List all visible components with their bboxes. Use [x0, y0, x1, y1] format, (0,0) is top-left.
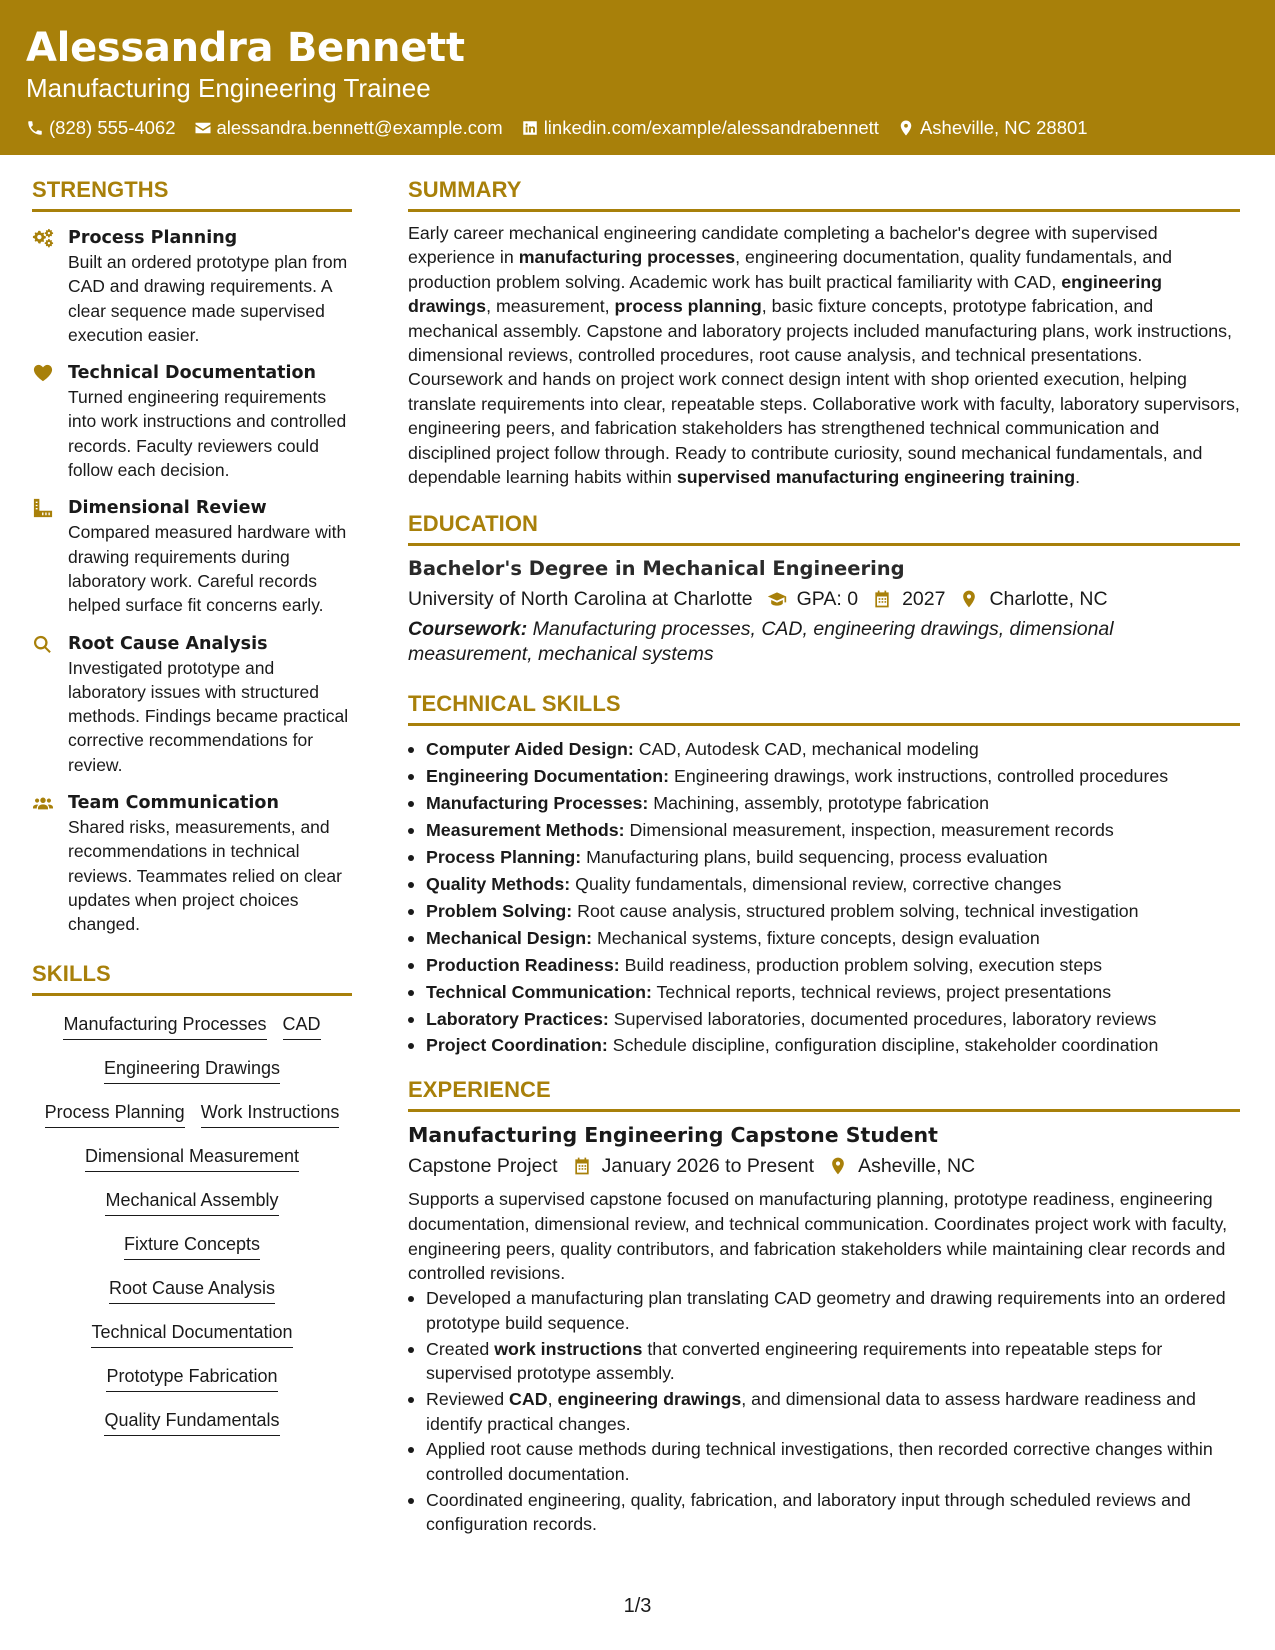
- list-item: [408, 871, 1240, 898]
- linkedin-icon: [521, 119, 539, 137]
- strength-desc: Investigated prototype and laboratory issues with structured methods. Findings became practical corrective recommendations for review.: [68, 657, 349, 775]
- skill-label: Computer Aided Design:: [426, 739, 634, 760]
- strength-item: [32, 361, 352, 482]
- bold-text: CAD: [509, 1388, 548, 1409]
- skill-tag: Manufacturing Processes: [63, 1012, 266, 1040]
- education-heading: EDUCATION: [408, 509, 1240, 546]
- phone-text: (828) 555-4062: [49, 117, 176, 138]
- skill-label: Mechanical Design:: [426, 927, 593, 948]
- skill-label: Project Coordination:: [426, 1035, 608, 1056]
- list-item: [408, 925, 1240, 952]
- skill-label: Manufacturing Processes:: [426, 793, 649, 814]
- bold-text: engineering drawings: [557, 1388, 742, 1409]
- strength-title: Process Planning: [68, 228, 238, 248]
- coursework: [408, 617, 1240, 667]
- skill-label: Quality Methods:: [426, 874, 571, 894]
- text-run: Coordinated engineering, quality, fabrication, and laboratory input through scheduled reviews and configuration records.: [426, 1489, 1191, 1535]
- degree-title: Bachelor's Degree in Mechanical Engineering: [408, 557, 905, 581]
- school-text: University of North Carolina at Charlotte: [408, 588, 753, 611]
- experience-bullets: [408, 1286, 1240, 1537]
- gears-icon: [32, 228, 54, 248]
- list-item: [408, 790, 1240, 817]
- skill-tag: Quality Fundamentals: [104, 1408, 279, 1436]
- list-item: [408, 1337, 1240, 1386]
- skill-value: Root cause analysis, structured problem solving, technical investigation: [572, 900, 1139, 921]
- list-item: [408, 952, 1240, 979]
- candidate-name: Alessandra Bennett: [26, 25, 465, 71]
- strength-desc: Built an ordered prototype plan from CAD and drawing requirements. A clear sequence made supervised execution easier.: [68, 252, 348, 345]
- gpa-text: GPA: 0: [796, 588, 859, 611]
- skill-label: Technical Communication:: [426, 981, 652, 1002]
- skill-tag: Dimensional Measurement: [85, 1144, 299, 1172]
- skill-tag: Engineering Drawings: [104, 1056, 280, 1084]
- text-run: .: [1075, 467, 1081, 488]
- education-location: [959, 585, 1107, 613]
- page-number: 1/3: [623, 1595, 652, 1617]
- text-run: Reviewed: [426, 1388, 510, 1409]
- strength-desc: Shared risks, measurements, and recommendations in technical reviews. Teammates relied on clear updates when project choices changed.: [68, 817, 342, 935]
- skill-value: Machining, assembly, prototype fabrication: [648, 793, 989, 814]
- skill-tags: [32, 1012, 352, 1436]
- skill-tag: Mechanical Assembly: [105, 1188, 278, 1216]
- technical-skills-section: [408, 689, 1240, 1059]
- coursework-label: Coursework:: [408, 618, 528, 641]
- map-marker-icon: [897, 119, 915, 137]
- search-icon: [32, 634, 54, 654]
- skill-tag: Technical Documentation: [91, 1320, 292, 1348]
- technical-skills-list: [408, 736, 1240, 1059]
- bold-text: manufacturing processes: [518, 247, 736, 268]
- skill-tag: CAD: [283, 1012, 321, 1040]
- envelope-icon: [194, 119, 212, 137]
- contact-row: [26, 116, 1249, 140]
- strength-title: Technical Documentation: [68, 363, 317, 384]
- graduation-cap-icon: [767, 589, 787, 609]
- ruler-combined-icon: [32, 498, 54, 518]
- year-text: 2027: [902, 588, 946, 611]
- skill-label: Measurement Methods:: [426, 820, 625, 841]
- graduation-year: [872, 585, 945, 613]
- list-item: [408, 979, 1240, 1006]
- role-title: Manufacturing Engineering Capstone Student: [408, 1123, 938, 1148]
- education-meta: [408, 585, 1240, 613]
- summary-text: [408, 221, 1240, 489]
- bold-text: supervised manufacturing engineering training: [676, 467, 1076, 488]
- list-item: [408, 736, 1240, 763]
- experience-heading: EXPERIENCE: [408, 1075, 1240, 1112]
- text-run: Created: [426, 1338, 495, 1359]
- heart-icon: [32, 363, 54, 383]
- text-run: that converted engineering requirements into repeatable steps for supervised prototype assembly.: [426, 1338, 1163, 1384]
- summary-heading: SUMMARY: [408, 175, 1240, 212]
- list-item: [408, 1488, 1240, 1537]
- skill-value: Dimensional measurement, inspection, measurement records: [624, 820, 1114, 841]
- skills-section: [32, 959, 352, 1436]
- education-section: [408, 509, 1240, 667]
- skill-label: Engineering Documentation:: [426, 766, 670, 787]
- bold-text: work instructions: [494, 1338, 643, 1359]
- gpa: [767, 585, 858, 613]
- users-icon: [32, 793, 54, 813]
- skill-value: Supervised laboratories, documented procedures, laboratory reviews: [608, 1008, 1157, 1029]
- text-run: , and dimensional data to assess hardware readiness and identify practical changes.: [426, 1388, 1196, 1434]
- bold-text: process planning: [614, 296, 762, 317]
- location-text: Asheville, NC: [858, 1155, 976, 1178]
- skill-value: Manufacturing plans, build sequencing, process evaluation: [581, 847, 1048, 868]
- school-name: [408, 585, 753, 613]
- linkedin-link[interactable]: linkedin.com/example/alessandrabennett: [543, 117, 879, 138]
- skill-tag: Root Cause Analysis: [109, 1276, 275, 1304]
- list-item: [408, 1387, 1240, 1436]
- strengths-heading: STRENGTHS: [32, 175, 352, 212]
- left-column: [32, 175, 352, 1436]
- strength-item: [32, 632, 352, 777]
- skill-value: CAD, Autodesk CAD, mechanical modeling: [633, 739, 979, 760]
- skill-tag: Prototype Fabrication: [106, 1364, 277, 1392]
- location-text: Charlotte, NC: [989, 588, 1108, 611]
- calendar-icon: [872, 589, 892, 609]
- calendar-icon: [572, 1156, 592, 1176]
- resume-header: [0, 0, 1275, 155]
- strength-title: Root Cause Analysis: [68, 633, 268, 654]
- strength-desc: Turned engineering requirements into work instructions and controlled records. Faculty reviewers could follow each decision.: [68, 387, 347, 481]
- location-text: Asheville, NC 28801: [919, 117, 1088, 138]
- experience-meta: [408, 1152, 1240, 1180]
- skill-value: Quality fundamentals, dimensional review, corrective changes: [570, 874, 1062, 894]
- skills-heading: SKILLS: [32, 959, 352, 996]
- contact-linkedin[interactable]: [521, 116, 879, 140]
- contact-email[interactable]: [194, 116, 503, 140]
- dates-text: January 2026 to Present: [601, 1155, 815, 1178]
- contact-location: [897, 116, 1088, 140]
- right-column: [408, 175, 1240, 1538]
- skill-tag: Fixture Concepts: [124, 1232, 260, 1260]
- strength-item: [32, 226, 352, 347]
- skill-label: Production Readiness:: [426, 954, 620, 975]
- organization: [408, 1152, 558, 1180]
- email-link[interactable]: alessandra.bennett@example.com: [216, 117, 503, 138]
- list-item: [408, 1006, 1240, 1033]
- map-marker-icon: [828, 1156, 848, 1176]
- skill-value: Schedule discipline, configuration discipline, stakeholder coordination: [607, 1035, 1159, 1056]
- strength-item: [32, 496, 352, 617]
- strength-item: [32, 791, 352, 936]
- text-run: , measurement,: [486, 296, 615, 317]
- experience-section: [408, 1075, 1240, 1537]
- list-item: [408, 817, 1240, 844]
- skill-label: Laboratory Practices:: [426, 1008, 609, 1029]
- contact-phone: [26, 116, 176, 140]
- experience-description: Supports a supervised capstone focused on manufacturing planning, prototype readiness, engineering documentation, dimensional review, and technical communication. Coordinates project work with faculty, engineering peers, quality contributors, and fabrication stakeholders while maintaining clear records and controlled revisions.: [408, 1189, 1228, 1284]
- skill-tag: Process Planning: [45, 1100, 185, 1128]
- phone-icon: [26, 119, 44, 137]
- text-run: Early career mechanical engineering candidate completing a bachelor's degree with supervised experience in: [408, 223, 1158, 268]
- technical-skills-heading: TECHNICAL SKILLS: [408, 689, 1240, 726]
- list-item: [408, 898, 1240, 925]
- skill-label: Process Planning:: [426, 847, 582, 868]
- skill-tag: Work Instructions: [201, 1100, 340, 1128]
- skill-label: Problem Solving:: [426, 900, 573, 921]
- list-item: [408, 1437, 1240, 1486]
- skill-value: Technical reports, technical reviews, project presentations: [651, 981, 1112, 1002]
- list-item: [408, 844, 1240, 871]
- experience-dates: [572, 1152, 814, 1180]
- strength-title: Dimensional Review: [68, 498, 267, 519]
- map-marker-icon: [959, 589, 979, 609]
- experience-location: [828, 1152, 975, 1180]
- skill-value: Build readiness, production problem solving, execution steps: [619, 954, 1102, 975]
- list-item: [408, 763, 1240, 790]
- text-run: Developed a manufacturing plan translating CAD geometry and drawing requirements into an ordered prototype build sequence.: [426, 1288, 1226, 1333]
- list-item: [408, 1286, 1240, 1335]
- candidate-title: Manufacturing Engineering Trainee: [26, 73, 431, 103]
- list-item: [408, 1032, 1240, 1059]
- bold-text: engineering drawings: [408, 271, 1163, 317]
- text-run: ,: [547, 1388, 558, 1409]
- text-run: , engineering documentation, quality fundamentals, and production problem solving. Academic work has built practical familiarity with CAD,: [408, 247, 1173, 292]
- coursework-text: Manufacturing processes, CAD, engineering drawings, dimensional measurement, mechanical systems: [408, 618, 1114, 666]
- text-run: , basic fixture concepts, prototype fabrication, and mechanical assembly. Capstone and laboratory projects included manufacturing plans, work instructions, dimensional reviews, controlled procedures, root cause analysis, and technical presentations. Coursework and hands on project work connect design intent with shop oriented execution, helping translate requirements into clear, repeatable steps. Collaborative work with faculty, laboratory supervisors, engineering peers, and fabrication stakeholders has strengthened technical communication and disciplined project follow through. Ready to contribute curiosity, sound mechanical fundamentals, and dependable learning habits within: [408, 296, 1240, 488]
- org-text: Capstone Project: [408, 1155, 558, 1178]
- text-run: Applied root cause methods during technical investigations, then recorded corrective changes within controlled documentation.: [426, 1439, 1213, 1485]
- skill-value: Mechanical systems, fixture concepts, design evaluation: [592, 927, 1040, 948]
- strength-desc: Compared measured hardware with drawing requirements during laboratory work. Careful records helped surface fit concerns early.: [68, 522, 347, 616]
- strength-title: Team Communication: [68, 793, 279, 814]
- skill-value: Engineering drawings, work instructions, controlled procedures: [669, 766, 1169, 787]
